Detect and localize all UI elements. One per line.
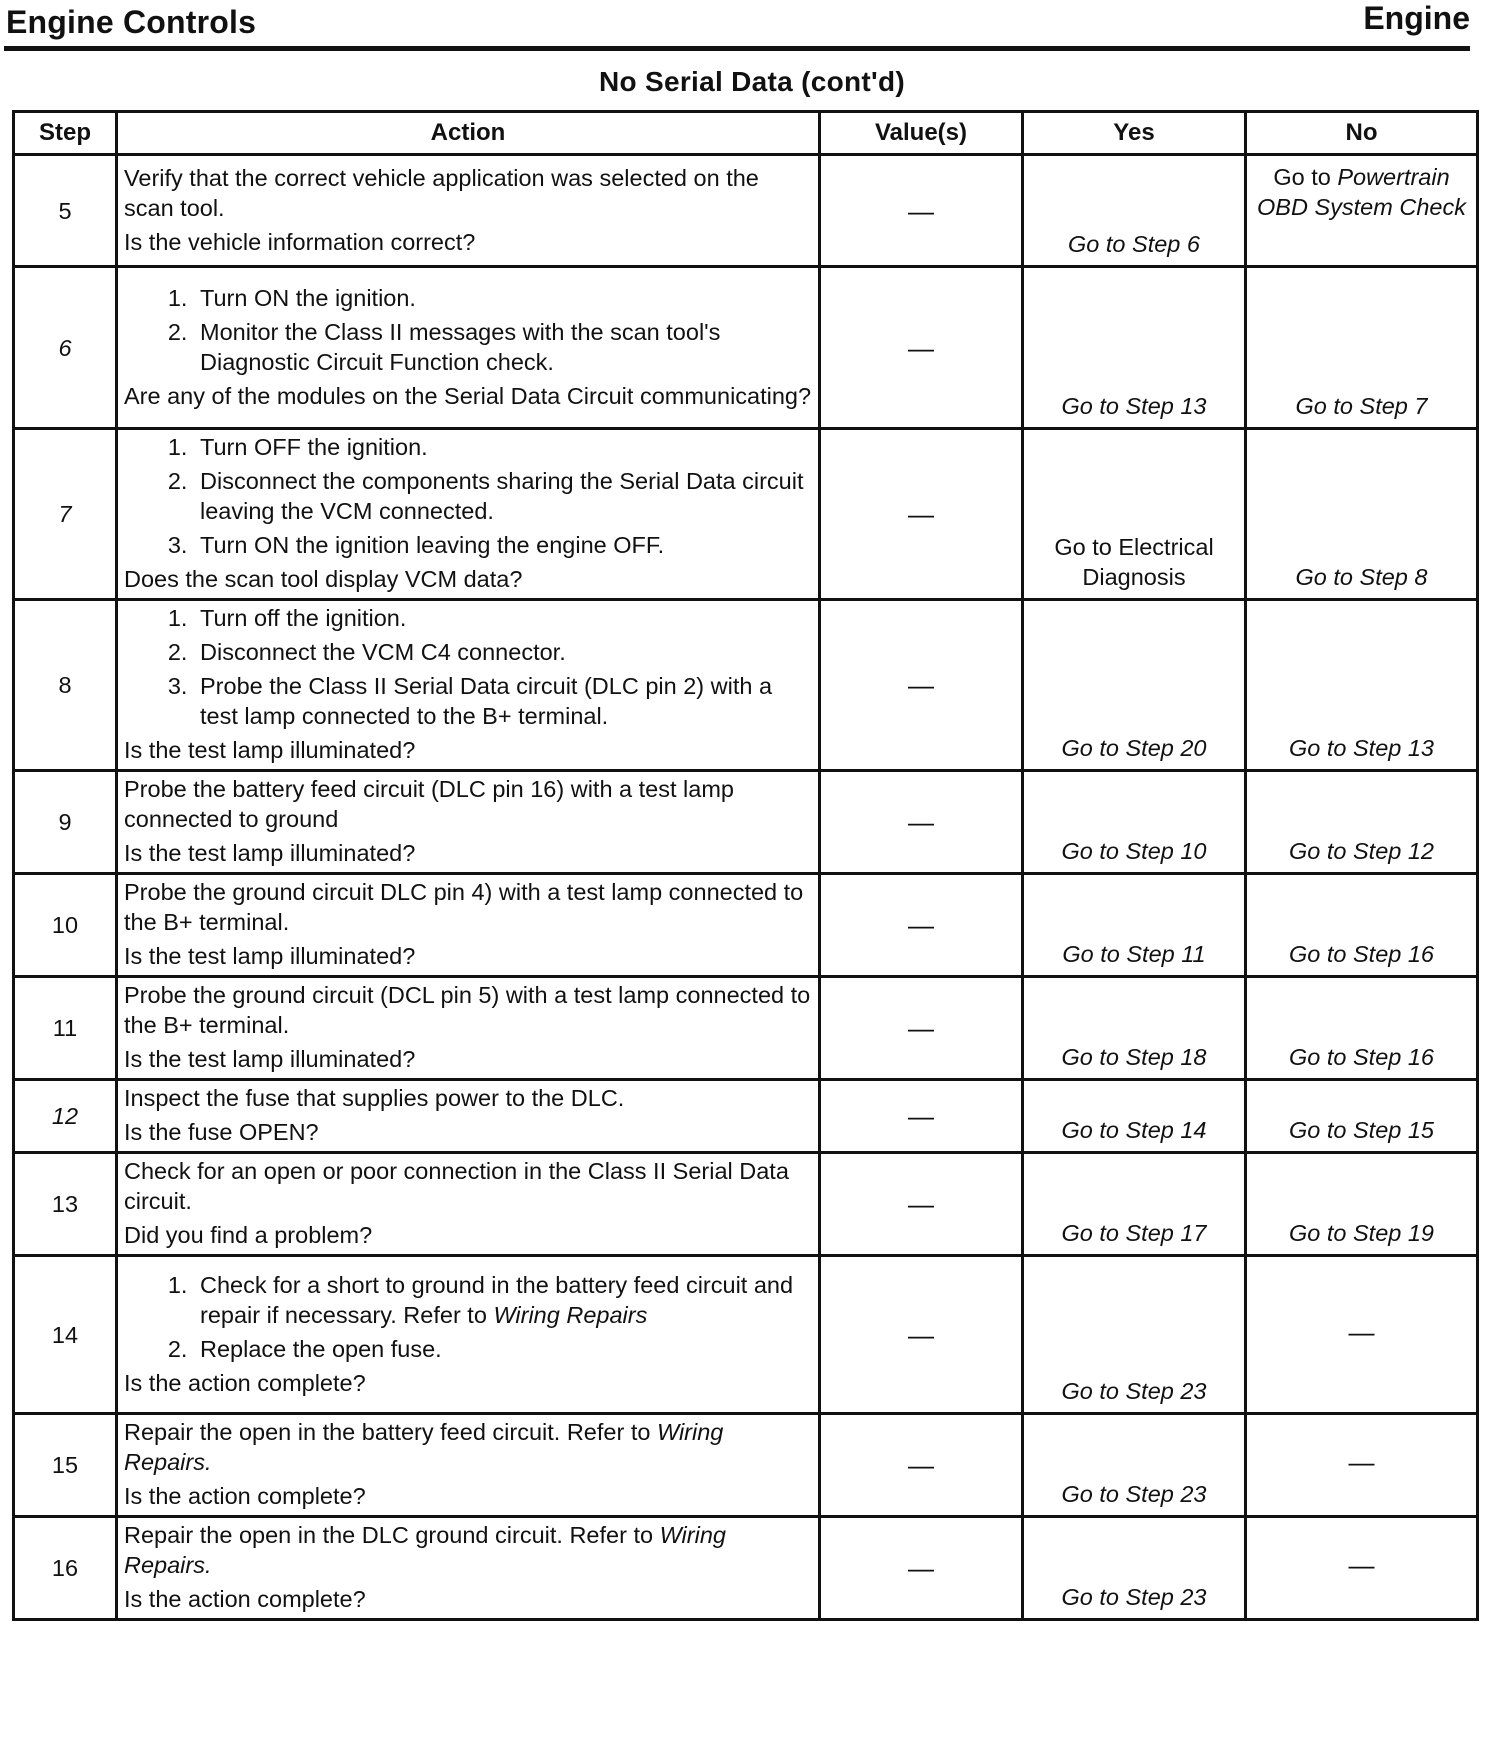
list-item: 1. Turn OFF the ignition. (194, 432, 812, 462)
value-cell: — (820, 1517, 1023, 1620)
action-cell (117, 429, 820, 600)
value-cell: — (820, 977, 1023, 1080)
list-item: 1. Turn ON the ignition. (194, 283, 812, 313)
list-item: 2. Replace the open fuse. (194, 1334, 812, 1364)
table-row (14, 874, 1478, 977)
section-title: Engine Controls (6, 4, 257, 40)
action-list (124, 283, 812, 377)
diagnostic-table (12, 110, 1479, 1621)
action-cell (117, 874, 820, 977)
step-number: 12 (14, 1080, 117, 1153)
table-row (14, 429, 1478, 600)
action-question: Is the action complete? (124, 1483, 366, 1509)
yes-cell: Go to Step 14 (1023, 1080, 1246, 1153)
column-header-step: Step (14, 112, 117, 155)
page-title: No Serial Data (cont'd) (598, 66, 906, 97)
action-list (124, 432, 812, 560)
action-question: Is the test lamp illuminated? (124, 1046, 416, 1072)
no-cell: Go to Step 13 (1246, 600, 1478, 771)
action-cell (117, 1256, 820, 1414)
list-item (194, 1270, 812, 1330)
header-rule (4, 46, 1470, 51)
value-cell: — (820, 267, 1023, 429)
action-question: Is the fuse OPEN? (124, 1119, 319, 1145)
action-cell (117, 1414, 820, 1517)
step-number: 6 (14, 267, 117, 429)
action-cell (117, 600, 820, 771)
column-header-action: Action (117, 112, 820, 155)
column-header-no: No (1246, 112, 1478, 155)
value-cell: — (820, 771, 1023, 874)
action-cell (117, 977, 820, 1080)
no-prefix: Go to (1273, 164, 1331, 190)
no-cell: — (1246, 1256, 1478, 1414)
step-number: 15 (14, 1414, 117, 1517)
table-row (14, 1256, 1478, 1414)
step-number: 11 (14, 977, 117, 1080)
table-row (14, 1080, 1478, 1153)
value-cell: — (820, 1080, 1023, 1153)
action-text: Verify that the correct vehicle application was selected on the scan tool. (124, 164, 759, 221)
step-number: 5 (14, 155, 117, 267)
no-cell: Go to Step 12 (1246, 771, 1478, 874)
action-cell (117, 771, 820, 874)
wiring-repairs-reference: Wiring Repairs. (124, 1419, 724, 1475)
value-cell: — (820, 429, 1023, 600)
table-row (14, 1153, 1478, 1256)
table-row (14, 267, 1478, 429)
yes-cell: Go to Step 20 (1023, 600, 1246, 771)
action-text (124, 1417, 812, 1477)
action-question: Does the scan tool display VCM data? (124, 566, 523, 592)
no-cell: Go to Step 16 (1246, 874, 1478, 977)
action-question: Is the vehicle information correct? (124, 228, 476, 255)
yes-cell: Go to Step 10 (1023, 771, 1246, 874)
list-item: 1. Turn off the ignition. (194, 603, 812, 633)
table-row (14, 1517, 1478, 1620)
no-cell (1246, 155, 1478, 267)
action-question: Is the action complete? (124, 1586, 366, 1612)
action-list (124, 1270, 812, 1364)
chapter-title: Engine (1363, 0, 1470, 36)
step-number: 14 (14, 1256, 117, 1414)
yes-cell: Go to Step 23 (1023, 1256, 1246, 1414)
action-cell (117, 1153, 820, 1256)
table-row (14, 600, 1478, 771)
action-text (124, 1520, 812, 1580)
step-number: 10 (14, 874, 117, 977)
step-number: 16 (14, 1517, 117, 1620)
step-number: 8 (14, 600, 117, 771)
yes-cell: Go to Electrical Diagnosis (1023, 429, 1246, 600)
table-header-row (14, 112, 1478, 155)
step-number: 13 (14, 1153, 117, 1256)
column-header-yes: Yes (1023, 112, 1246, 155)
action-question: Is the test lamp illuminated? (124, 943, 416, 969)
no-cell: Go to Step 7 (1246, 267, 1478, 429)
yes-cell: Go to Step 23 (1023, 1517, 1246, 1620)
yes-cell: Go to Step 6 (1023, 155, 1246, 267)
yes-cell: Go to Step 17 (1023, 1153, 1246, 1256)
action-list (124, 603, 812, 731)
no-cell: — (1246, 1517, 1478, 1620)
action-question: Are any of the modules on the Serial Data Circuit communicating? (124, 382, 812, 409)
yes-cell: Go to Step 13 (1023, 267, 1246, 429)
value-cell: — (820, 1153, 1023, 1256)
list-item-text: Check for a short to ground in the battery feed circuit and repair if necessary. Refer to (200, 1271, 794, 1328)
action-text-lead: Repair the open in the battery feed circuit. Refer to (124, 1419, 651, 1445)
table-row (14, 977, 1478, 1080)
action-text: Inspect the fuse that supplies power to the DLC. (124, 1085, 625, 1111)
action-text: Check for an open or poor connection in the Class II Serial Data circuit. (124, 1158, 789, 1214)
list-item: 2. Disconnect the components sharing the Serial Data circuit leaving the VCM connected. (194, 466, 812, 526)
action-question: Is the test lamp illuminated? (124, 737, 416, 763)
action-cell (117, 267, 820, 429)
value-cell: — (820, 1256, 1023, 1414)
action-text: Probe the ground circuit (DCL pin 5) with a test lamp connected to the B+ terminal. (124, 982, 811, 1038)
wiring-repairs-reference: Wiring Repairs. (124, 1522, 726, 1578)
yes-cell: Go to Step 18 (1023, 977, 1246, 1080)
column-header-values: Value(s) (820, 112, 1023, 155)
action-question: Is the test lamp illuminated? (124, 840, 416, 866)
no-cell: Go to Step 19 (1246, 1153, 1478, 1256)
action-cell (117, 155, 820, 267)
no-cell: Go to Step 8 (1246, 429, 1478, 600)
table-row (14, 1414, 1478, 1517)
table-row (14, 771, 1478, 874)
action-question: Is the action complete? (124, 1369, 366, 1396)
list-item: 3. Turn ON the ignition leaving the engine OFF. (194, 530, 812, 560)
value-cell: — (820, 1414, 1023, 1517)
no-reference: Powertrain OBD System Check (1257, 164, 1466, 220)
action-text: Probe the ground circuit DLC pin 4) with a test lamp connected to the B+ terminal. (124, 879, 804, 935)
no-cell: — (1246, 1414, 1478, 1517)
step-number: 9 (14, 771, 117, 874)
yes-cell: Go to Step 23 (1023, 1414, 1246, 1517)
table-row (14, 155, 1478, 267)
value-cell: — (820, 874, 1023, 977)
action-question: Did you find a problem? (124, 1222, 373, 1248)
step-number: 7 (14, 429, 117, 600)
action-cell (117, 1080, 820, 1153)
action-text: Probe the battery feed circuit (DLC pin 16) with a test lamp connected to ground (124, 776, 734, 832)
list-item: 2. Disconnect the VCM C4 connector. (194, 637, 812, 667)
value-cell: — (820, 600, 1023, 771)
value-cell: — (820, 155, 1023, 267)
list-item: 3. Probe the Class II Serial Data circuit (DLC pin 2) with a test lamp connected to the B+ terminal. (194, 671, 812, 731)
list-item: 2. Monitor the Class II messages with the scan tool's Diagnostic Circuit Function check. (194, 317, 812, 377)
yes-cell: Go to Step 11 (1023, 874, 1246, 977)
action-text-lead: Repair the open in the DLC ground circuit. Refer to (124, 1522, 654, 1548)
no-cell: Go to Step 16 (1246, 977, 1478, 1080)
no-cell: Go to Step 15 (1246, 1080, 1478, 1153)
wiring-repairs-reference: Wiring Repairs (493, 1301, 648, 1328)
action-cell (117, 1517, 820, 1620)
